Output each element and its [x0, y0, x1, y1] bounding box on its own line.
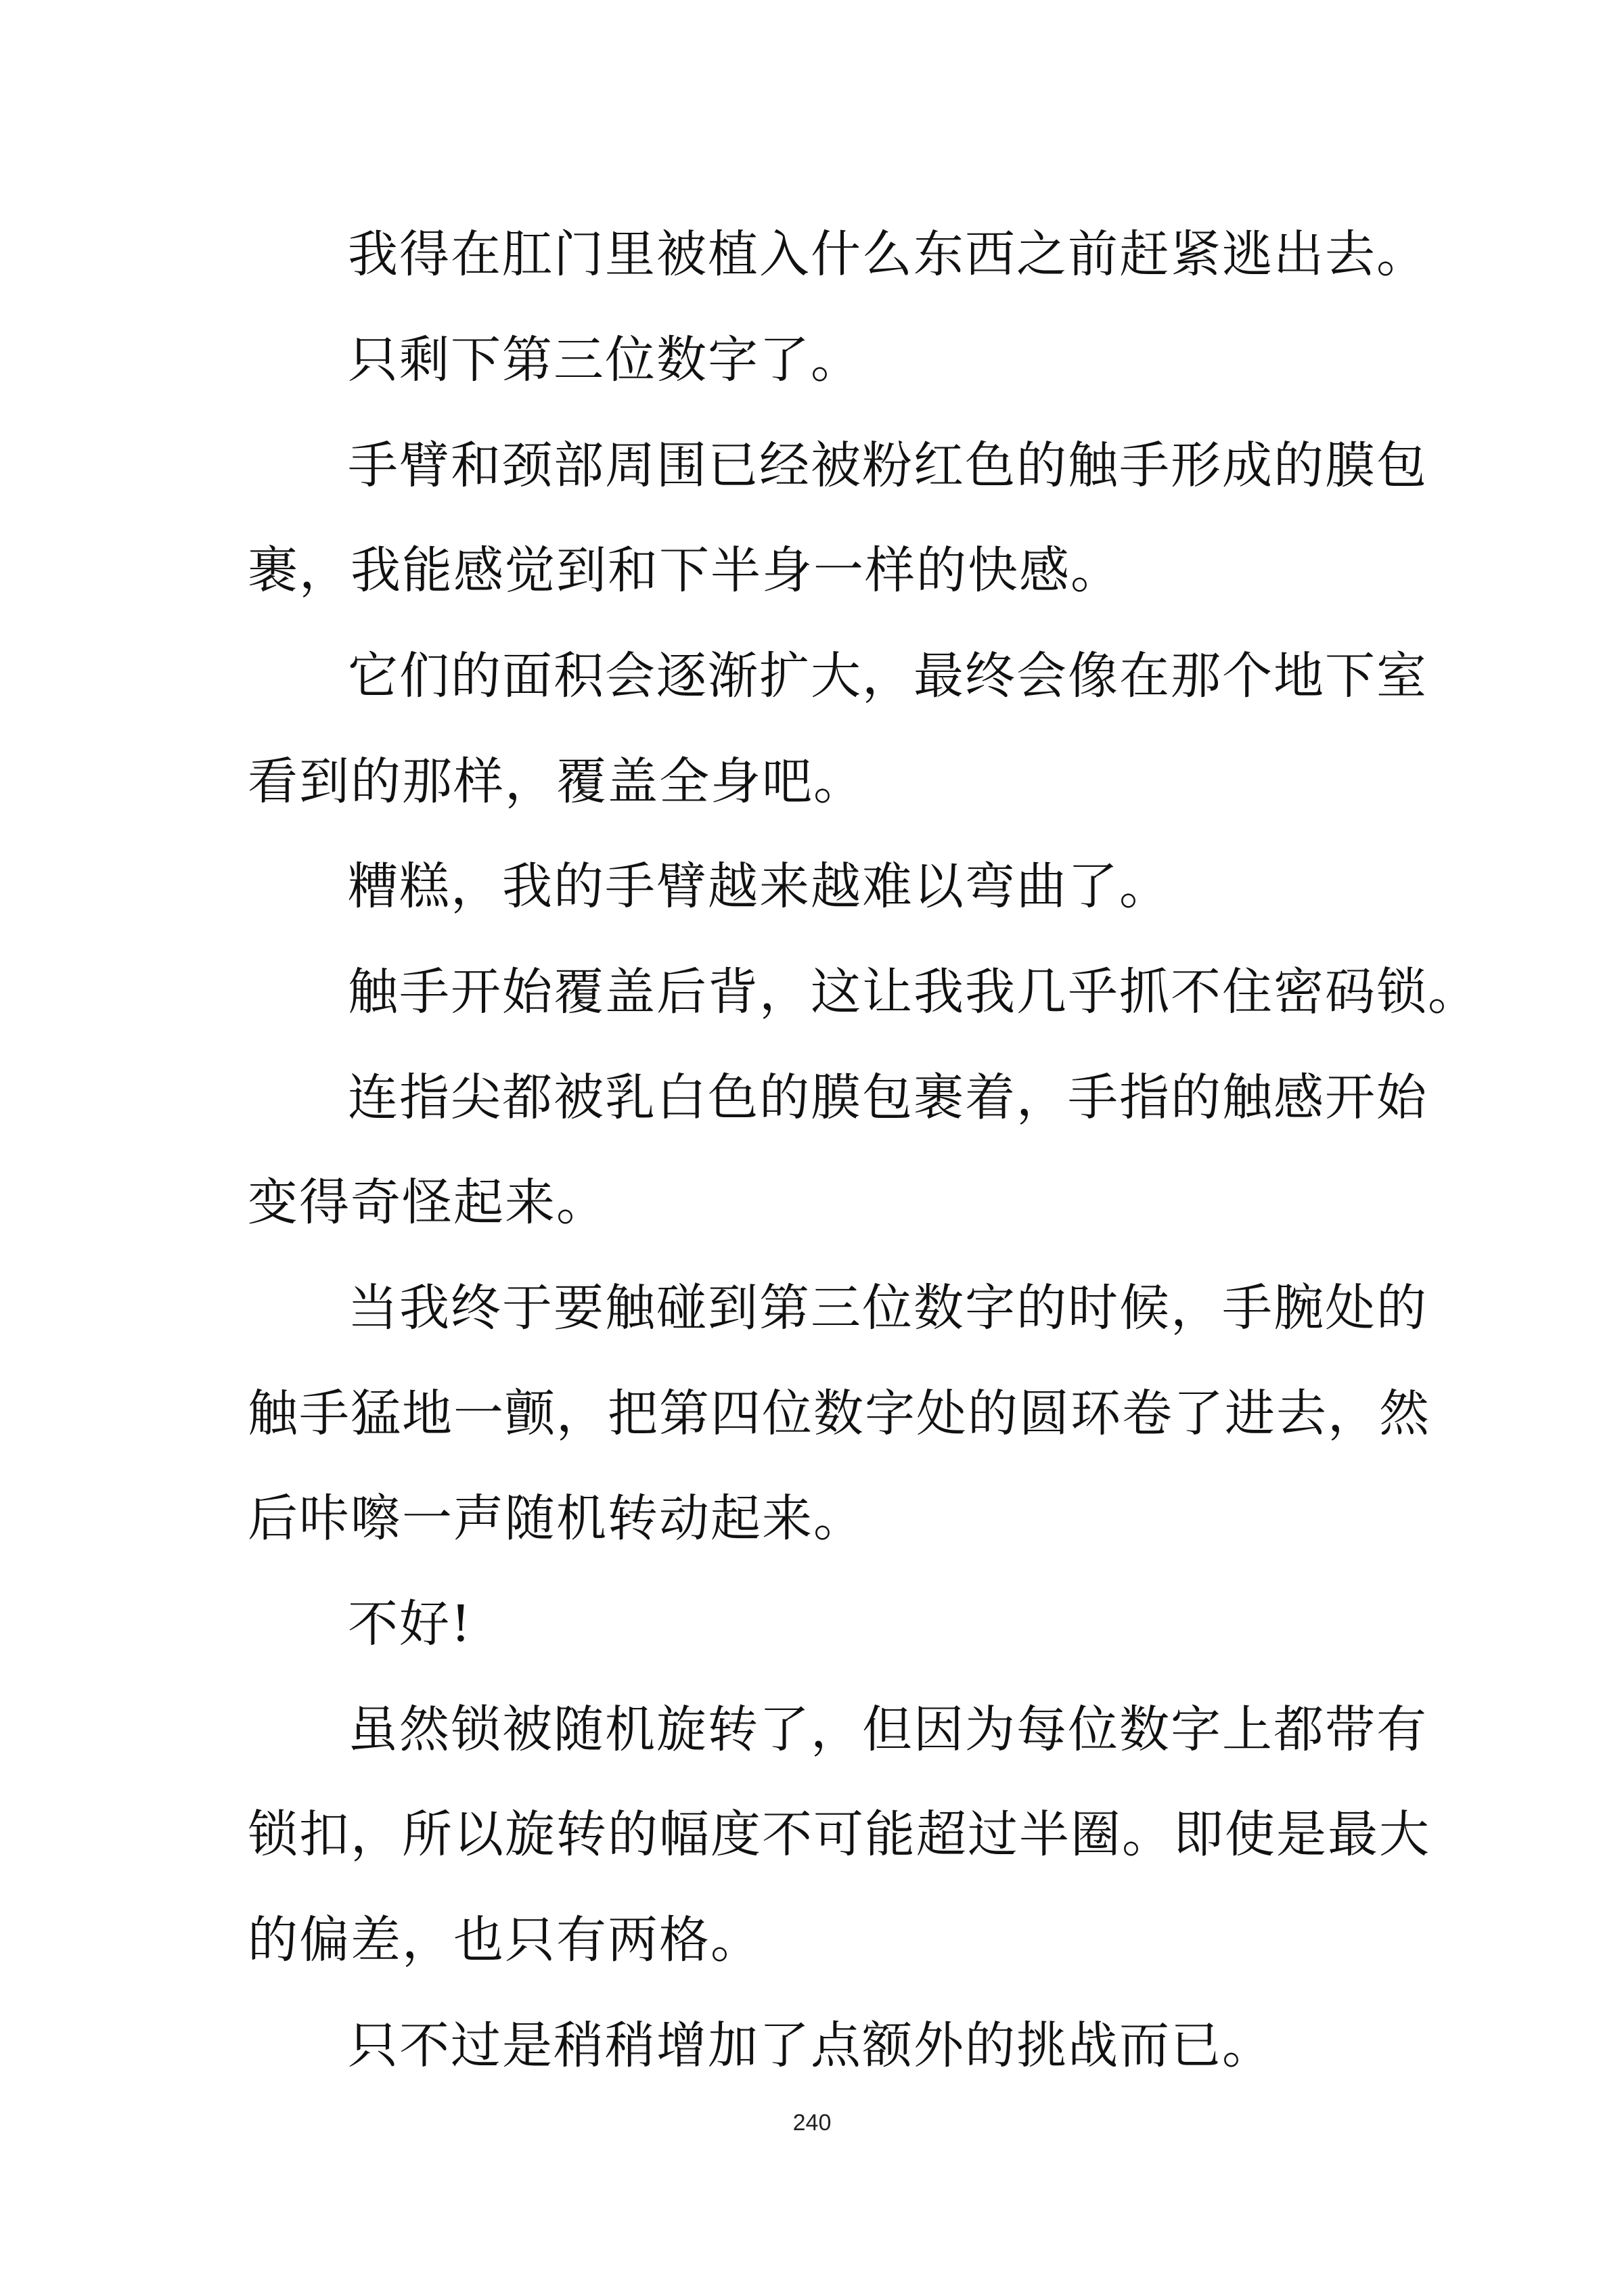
text-line: 我得在肛门里被植入什么东西之前赶紧逃出去。 [348, 225, 1428, 284]
text-line: 连指尖都被乳白色的膜包裹着，手指的触感开始 [348, 1068, 1428, 1127]
text-line: 糟糕，我的手臂越来越难以弯曲了。 [348, 857, 1171, 916]
text-line: 触手开始覆盖后背，这让我我几乎抓不住密码锁。 [348, 963, 1479, 1021]
text-line: 裹，我能感觉到和下半身一样的快感。 [248, 541, 1122, 600]
text-line: 只剩下第三位数字了。 [348, 331, 862, 389]
text-line: 手臂和颈部周围已经被粉红色的触手形成的膜包 [348, 436, 1428, 495]
text-line: 它们的面积会逐渐扩大，最终会像在那个地下室 [348, 647, 1428, 705]
text-line: 后咔嚓一声随机转动起来。 [248, 1489, 865, 1548]
text-line: 看到的那样，覆盖全身吧。 [248, 752, 865, 811]
text-line: 当我终于要触碰到第三位数字的时候，手腕处的 [348, 1279, 1428, 1337]
text-line: 触手猛地一颤，把第四位数字处的圆环卷了进去，然 [248, 1385, 1430, 1443]
text-line: 锁扣，所以旋转的幅度不可能超过半圈。即使是最大 [248, 1805, 1430, 1864]
page-number: 240 [792, 2110, 832, 2136]
text-line: 变得奇怪起来。 [248, 1173, 608, 1232]
text-line: 的偏差，也只有两格。 [248, 1911, 762, 1969]
text-line: 不好! [348, 1595, 472, 1653]
text-line: 只不过是稍稍增加了点额外的挑战而已。 [348, 2017, 1273, 2075]
text-line: 虽然锁被随机旋转了，但因为每位数字上都带有 [348, 1701, 1428, 1759]
